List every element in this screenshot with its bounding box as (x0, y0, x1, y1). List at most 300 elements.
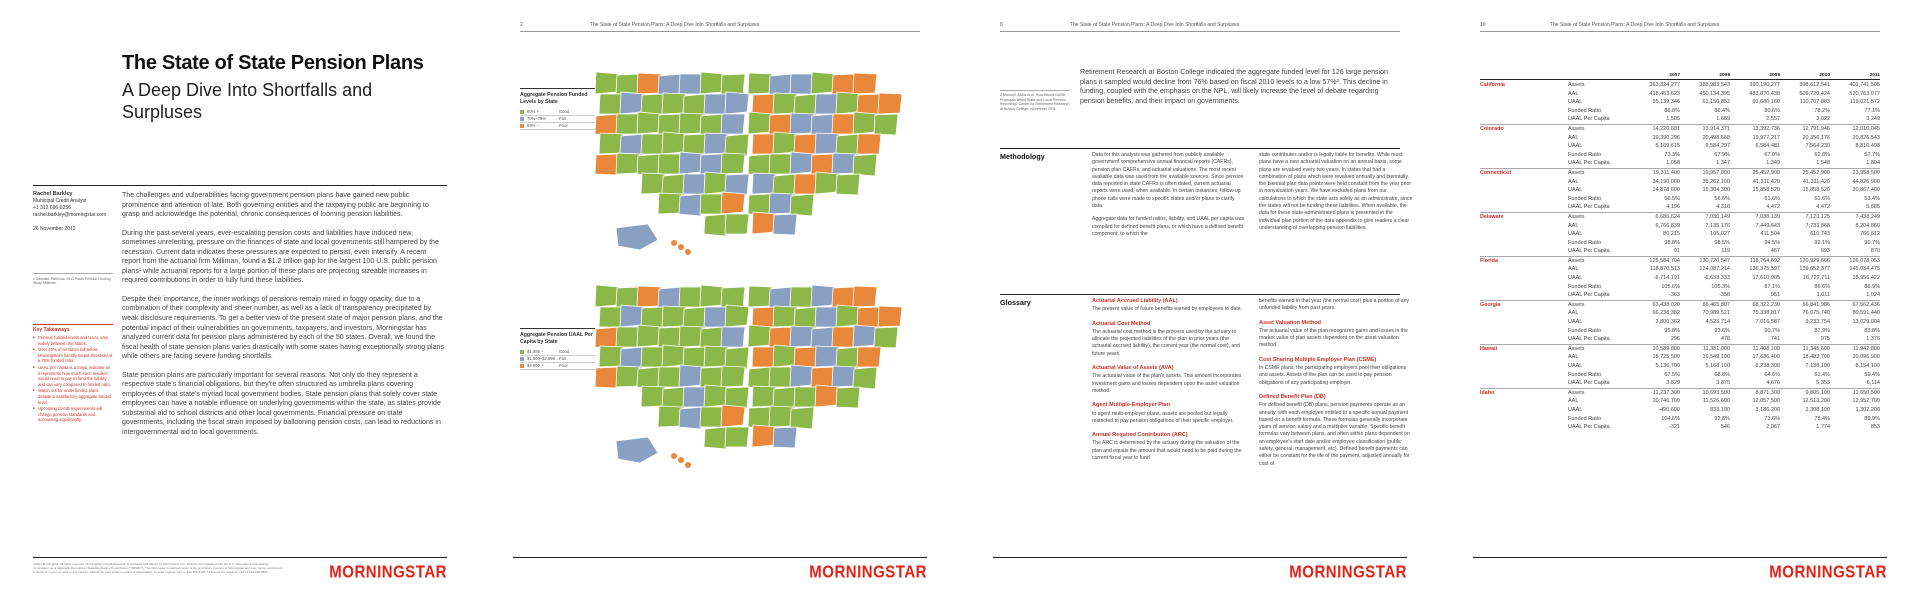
divider (1000, 294, 1400, 295)
state-shape (595, 154, 619, 175)
table-row (1480, 371, 1880, 380)
state-shape (721, 153, 745, 174)
glossary-heading: Glossary (1000, 298, 1031, 307)
metric-label: AAL (1568, 398, 1579, 405)
metric-label: UAAL Per Capita (1568, 116, 1610, 123)
state-shape (662, 93, 686, 114)
value-cell: 8,871,300 (1730, 388, 1780, 397)
value-cell: 25,452,900 (1730, 168, 1780, 177)
table-row (1480, 274, 1880, 283)
value-cell: 11,526,600 (1702, 398, 1730, 405)
value-cell: 7,438,249 (1830, 212, 1880, 221)
value-cell: 10,746,700 (1652, 398, 1680, 405)
takeaway-item: ■ UAAL per capita is a major indicator as it represents how much each resident would need to pay to fund the liability and can vary compared to funded ratio. (33, 365, 113, 387)
state-shape (748, 194, 772, 215)
state-shape (637, 286, 661, 307)
value-cell: 5,169,615 (1655, 143, 1680, 150)
value-cell: 7,449,643 (1755, 222, 1780, 229)
state-shape (658, 193, 682, 214)
table-row (1480, 168, 1880, 177)
state-shape (595, 285, 619, 307)
state-shape (752, 347, 776, 367)
header-blank (1480, 72, 1568, 80)
value-cell: 15,858,520 (1752, 187, 1780, 194)
glossary-term: Actuarial Cost Method (1092, 320, 1151, 327)
value-cell: 3,875 (1716, 380, 1730, 387)
value-cell: 8,154,100 (1855, 363, 1880, 369)
value-cell: 9,805,100 (1780, 388, 1830, 397)
state-shape-hawaii (671, 453, 677, 459)
running-title: The State of State Pension Plans: A Deep Dive Into Shortfalls and Surpluses (590, 22, 760, 28)
value-cell: 67.9% (1714, 151, 1730, 158)
value-cell: 73.3% (1664, 151, 1680, 158)
state-shape (853, 286, 877, 307)
state-shape (662, 132, 686, 154)
value-cell: 98.8% (1664, 239, 1680, 246)
metric-label: UAAL (1568, 187, 1583, 194)
value-cell: 86.6% (1814, 283, 1830, 290)
methodology-column-2 (1259, 152, 1414, 238)
value-cell: 7,123,125 (1780, 212, 1830, 221)
state-shape (658, 367, 682, 387)
state-shape (679, 113, 703, 134)
map-2-legend-panel (520, 328, 595, 370)
metric-label: UAAL Per Capita (1568, 204, 1610, 211)
year-header: 2008 (1680, 72, 1730, 80)
glossary-term: Cost Sharing Multiple Employer Plan (CSME) (1259, 356, 1377, 363)
paragraph: Aggregate data for funded ratios, liability, and UAAL per capita was compiled for defined benefit plans, or which have a defined benefit component, to which the (1092, 216, 1245, 237)
value-cell: 296 (1670, 336, 1680, 343)
state-shape (769, 193, 793, 214)
state-shape (748, 286, 772, 307)
author-role: Municipal Credit Analyst (33, 198, 87, 204)
value-cell: 18,722,711 (1802, 275, 1830, 282)
state-shape (811, 114, 835, 136)
value-cell: 7,135,176 (1705, 222, 1730, 229)
value-cell: -321 (1668, 424, 1680, 431)
value-cell: 483,870,438 (1749, 90, 1780, 97)
value-cell: 12,057,500 (1752, 398, 1780, 405)
state-shape (725, 174, 749, 195)
state-cell (1480, 318, 1568, 327)
morningstar-logo: MORNINGSTAR (1769, 562, 1887, 583)
metric-label: Assets (1568, 168, 1630, 177)
metric-label: Assets (1568, 344, 1630, 353)
state-shape (794, 347, 818, 368)
metric-label: AAL (1568, 310, 1579, 317)
value-cell: 25,452,900 (1780, 168, 1830, 177)
value-cell: 1,011 (1816, 292, 1830, 299)
page-number: 10 (1480, 22, 1486, 28)
metric-label: Funded Ratio (1568, 415, 1602, 422)
state-cell (1480, 159, 1568, 168)
value-cell: 80,591,440 (1852, 310, 1880, 317)
glossary-definition: The actuarial value of the plan's assets. This amount incorporates investment gains and losses dependent upon the asset valuation method. (1092, 373, 1242, 394)
state-cell (1480, 327, 1568, 336)
value-cell: 16,549,100 (1702, 354, 1730, 361)
state-shape (811, 367, 835, 388)
value-cell: 120,929,666 (1780, 256, 1830, 265)
value-cell: 6,584,481 (1755, 143, 1780, 150)
page-2 (480, 0, 960, 597)
value-cell: 19,390,296 (1652, 134, 1680, 141)
state-shape (662, 174, 686, 196)
state-shape (700, 407, 724, 427)
state-shape (769, 114, 793, 135)
value-cell: -358 (1718, 292, 1730, 299)
running-title: The State of State Pension Plans: A Deep Dive Into Shortfalls and Surpluses (1070, 22, 1240, 28)
metric-label: Funded Ratio (1568, 195, 1602, 202)
value-cell: 1,376 (1866, 336, 1880, 343)
glossary-definition: In agent multi-employer plans, assets are pooled but legally restricted to pay pension obligations of their specific employer. (1092, 410, 1234, 424)
value-cell: 467 (1770, 248, 1780, 255)
value-cell: 93,680,160 (1752, 99, 1780, 106)
state-cell (1480, 107, 1568, 116)
value-cell: 741 (1770, 336, 1780, 343)
value-cell: 4,472 (1816, 204, 1830, 211)
us-map-uaal-per-capita (588, 271, 908, 476)
state-cell (1480, 362, 1568, 371)
state-shape (815, 133, 839, 154)
state-shape (679, 287, 703, 307)
paragraph: Data for this analysis was gathered from publicly available government comprehensive annual financial reports (CAFRs), pension plan CAFRs, and actuarial valuations. The most recent available data was used from the available sources. Since pension data reported in state CAFRs is often dated, current actuarial reports were used, when available. In certain instances, follow-up phone calls were made to specific states and/or plans to clarify data. (1092, 152, 1244, 210)
legend-item-poor: 69% – Poor (520, 123, 595, 130)
table-row (1480, 309, 1880, 318)
state-shape (878, 93, 902, 114)
value-cell: 86.9% (1864, 283, 1880, 290)
state-cell (1480, 151, 1568, 160)
state-shape (773, 306, 797, 327)
year-header: 2010 (1780, 72, 1830, 80)
state-shape (721, 366, 745, 387)
state-shape (721, 114, 745, 134)
value-cell: 18,956,422 (1852, 275, 1880, 282)
state-shape (748, 325, 772, 347)
value-cell: 124,087,214 (1699, 266, 1730, 273)
state-name: California (1480, 82, 1505, 88)
table-row (1480, 353, 1880, 362)
value-cell: 388,983,543 (1699, 82, 1730, 88)
state-shape (599, 307, 623, 327)
takeaway-item: ■ Watch out for underfunded plans despite a satisfactory aggregate funded level. (33, 388, 113, 405)
value-cell: 1,774 (1816, 424, 1830, 431)
value-cell: 75,338,817 (1752, 310, 1780, 317)
state-shape (769, 406, 793, 427)
table-row (1480, 134, 1880, 143)
author-block (33, 191, 118, 233)
state-shape (616, 287, 640, 308)
table-row (1480, 239, 1880, 248)
value-cell: 41,311,420 (1752, 178, 1780, 185)
state-shape (748, 407, 772, 428)
value-cell: 1,804 (1866, 160, 1880, 167)
state-shape (700, 285, 724, 307)
state-shape (599, 133, 623, 154)
metric-label: Funded Ratio (1568, 151, 1602, 158)
key-takeaways-heading: Key Takeaways (33, 327, 70, 333)
swatch-good (520, 350, 524, 354)
metric-label: AAL (1568, 222, 1579, 229)
value-cell: 20,356,176 (1802, 134, 1830, 141)
table-row (1480, 283, 1880, 292)
state-shape (811, 154, 835, 175)
state-shape (752, 307, 776, 328)
value-cell: 853 (1870, 424, 1880, 431)
state-shape (662, 306, 686, 327)
value-cell: 10,693,500 (1680, 388, 1730, 397)
glossary-definition: In CSME plans, the participating employers pool their obligations and assets. Assets of the plan can be used to pay pension obligations of any participating employer. (1259, 365, 1407, 386)
page-title: The State of State Pension Plans (122, 52, 424, 74)
state-cell (1480, 134, 1568, 143)
state-shape (725, 134, 749, 156)
table-row (1480, 212, 1880, 221)
state-shape (679, 152, 703, 174)
state-shape (836, 347, 860, 369)
value-cell: 7,733,868 (1805, 222, 1830, 229)
metric-label: Funded Ratio (1568, 371, 1602, 378)
paragraph: state contributes and/or is legally liable for benefits. While most plans have a new actuarial valuation on an annual basis, some plans are revalued every two years. In states that had a combination of plans which were revalued annually and biennially, the biennial plan data points were held constant from the year prior in nonvaluation years. We have excluded plans from our calculations to which the state acts solely as an administrator, since the states will not be funding these liabilities. When available, the data for these state-administrated plans is presented in the individual plan portion of the data appendix to give readers a clear understanding of overlapping pension liabilities. (1259, 152, 1413, 231)
state-shape (815, 385, 839, 407)
value-cell: 86.8% (1664, 107, 1680, 114)
glossary-definition: The ARC is determined by the actuary during the valuation of the plan and equals the amount that would need to be paid during the current fiscal year to fund (1092, 440, 1242, 462)
state-shape (794, 387, 818, 407)
value-cell: 1,347 (1716, 160, 1730, 167)
map-2-title: Aggregate Pension UAAL Per Capita by State (520, 332, 593, 345)
state-cell (1480, 90, 1568, 99)
value-cell: 1,302,200 (1855, 406, 1880, 413)
value-cell: 4,316 (1716, 204, 1730, 211)
table-row (1480, 379, 1880, 388)
state-cell (1480, 98, 1568, 107)
table-row (1480, 222, 1880, 231)
value-cell: 23,958,500 (1830, 168, 1880, 177)
state-name: Delaware (1480, 212, 1568, 221)
state-shape (595, 114, 619, 136)
state-shape (704, 307, 728, 327)
value-cell: 7,016,587 (1755, 319, 1780, 326)
value-cell: 67.5% (1664, 371, 1680, 378)
value-cell: 86.4% (1714, 107, 1730, 114)
value-cell: 119,021,572 (1849, 99, 1880, 106)
value-cell: 105.3% (1711, 283, 1730, 290)
value-cell: 19,977,217 (1752, 134, 1780, 141)
value-cell: 398,612,541 (1799, 82, 1830, 88)
value-cell: 520,763,077 (1849, 90, 1880, 97)
value-cell: 92.1% (1814, 239, 1830, 246)
swatch-fair (520, 357, 524, 361)
value-cell: 89.9% (1864, 415, 1880, 422)
state-shape (641, 94, 665, 115)
state-shape (752, 134, 776, 154)
state-shape (832, 366, 856, 387)
state-shape (637, 112, 661, 134)
value-cell: 11,942,800 (1830, 344, 1880, 353)
table-row (1480, 265, 1880, 274)
methodology-column-1 (1092, 152, 1247, 244)
value-cell: 66,841,986 (1780, 300, 1830, 309)
value-cell: 11,408,100 (1730, 344, 1780, 353)
publish-date: 26 November 2012 (33, 226, 76, 232)
page-number: 2 (520, 22, 523, 28)
value-cell: 4,196 (1666, 204, 1680, 211)
author-phone: +1 312 696-6256 (33, 205, 71, 211)
state-shape-hawaii (678, 244, 684, 250)
intro-paragraph: Retirement Research at Boston College indicated the aggregate funded level for 126 large pension plans it sampled would decline from 76% based on fiscal 2010 levels to a low 57%². This decline in funding, coupled with the emphasis on the NPL, will likely increase the level of debate regarding pension benefits, and their impact on governments. (1080, 69, 1388, 105)
state-shape (641, 386, 665, 407)
state-shape-alaska (616, 224, 658, 250)
state-cell (1480, 203, 1568, 212)
state-shape (773, 427, 797, 448)
state-shape (832, 114, 856, 134)
paragraph: Despite their importance, the inner workings of pensions remain mired in foggy opacity, due to a combination of their complexity and sheer number, as well as a lack of transparency precipitated by weak disclosure requirements. To get a better view of the present state of major pension plans, and the potential impact of their vulnerabilities on governments, taxpayers, and investors, Morningstar has analyzed current data for pension plans administered by each of the 50 states. Overall, we found the fiscal health of state pension plans varies drastically with some states having exceptionally strong plans while others are facing severe funding shortfalls. (122, 295, 444, 361)
state-shape (832, 74, 856, 95)
paragraph: State pension plans are particularly important for several reasons. Not only do they represent a respective state's financial obligations, but they're often structured as umbrella plans covering employees of that state's myriad local government bodies. State pension plans that solely cover state employees can have a notable influence on underlying governments within the state, as states provide substantial aid to school districts and other local governments. Financial pressure on state governments, including the fiscal strain imposed by ballooning pension costs, can lead to reductions in intergovernmental aid to local governments. (122, 371, 441, 437)
state-shape (773, 214, 797, 235)
value-cell: 975 (1820, 336, 1830, 343)
state-shape (700, 367, 724, 388)
value-cell: 73.6% (1764, 415, 1780, 422)
glossary-column-1 (1092, 298, 1247, 469)
state-shape (658, 154, 682, 174)
metric-label: UAAL Per Capita (1568, 380, 1610, 387)
state-shape (637, 154, 661, 176)
metric-label: AAL (1568, 134, 1579, 141)
state-shape (725, 347, 749, 369)
state-shape (679, 407, 703, 429)
state-shape (857, 307, 881, 328)
value-cell: 6,584,297 (1705, 143, 1730, 150)
state-shape (616, 327, 640, 347)
value-cell: 95.8% (1664, 327, 1680, 334)
table-row (1480, 388, 1880, 397)
value-cell: 509,720,424 (1799, 90, 1830, 97)
state-shape (616, 366, 640, 387)
value-cell: 3,829 (1666, 380, 1680, 387)
body-text (122, 191, 444, 447)
metric-label: Assets (1568, 256, 1630, 265)
value-cell: 13,029,004 (1852, 319, 1880, 326)
year-header: 2009 (1730, 72, 1780, 80)
state-shape (641, 134, 665, 154)
value-cell: 57.7% (1864, 151, 1880, 158)
page-footer (513, 557, 927, 583)
value-cell: 98.5% (1714, 239, 1730, 246)
state-name: Georgia (1480, 300, 1568, 309)
value-cell: 18,483,700 (1802, 354, 1830, 361)
state-shape (752, 212, 776, 234)
author-email[interactable]: rachel.barkley@morningstar.com (33, 212, 107, 218)
value-cell: 3,022 (1816, 116, 1830, 123)
state-cell (1480, 115, 1568, 124)
legend-item-good: $1,499 – Good (520, 349, 595, 356)
glossary-term: Annual Required Contribution (ARC) (1092, 432, 1188, 439)
value-cell: 833,100 (1710, 406, 1730, 413)
state-shape (836, 134, 860, 156)
value-cell: 1,058 (1666, 160, 1680, 167)
state-shape (769, 327, 793, 348)
methodology-heading: Methodology (1000, 152, 1045, 161)
glossary-term: Actuarial Value of Assets (AVA) (1092, 365, 1174, 372)
footnote: 2 Munnell, Alicia et al. How Would GASB Proposals Affect State and Local Pension Reporting? Center for Retirement Research at Boston College. November 2011. (1000, 90, 1070, 111)
value-cell: 92.8% (1714, 415, 1730, 422)
value-cell: 546 (1720, 424, 1730, 431)
state-shape (683, 307, 707, 329)
map-1-legend-panel (520, 88, 595, 130)
value-cell: 93.6% (1714, 327, 1730, 334)
map-1-title: Aggregate Pension Funded Levels by State (520, 92, 588, 105)
divider (1000, 148, 1400, 149)
page-4 (1440, 0, 1920, 597)
state-shape (658, 114, 682, 135)
state-shape (641, 347, 665, 367)
state-shape (836, 305, 860, 327)
state-shape (658, 287, 682, 309)
table-row (1480, 124, 1880, 133)
state-shape (874, 114, 898, 135)
value-cell: 12,513,200 (1802, 398, 1830, 405)
state-name: Idaho (1480, 388, 1568, 397)
value-cell: 478 (1720, 336, 1730, 343)
state-shape (637, 367, 661, 389)
value-cell: 11,650,500 (1830, 388, 1880, 397)
state-cell (1480, 142, 1568, 151)
value-cell: 118,764,692 (1730, 256, 1780, 265)
state-shape (832, 153, 856, 174)
metric-label: UAAL Per Capita (1568, 248, 1610, 255)
state-shape (794, 94, 818, 116)
value-cell: 14,220,681 (1630, 124, 1680, 133)
value-cell: 17,610,905 (1752, 275, 1780, 282)
value-cell: 61.6% (1814, 195, 1830, 202)
value-cell: 56.5% (1664, 195, 1680, 202)
state-shape (721, 287, 745, 308)
state-shape (700, 194, 724, 214)
state-shape (641, 307, 665, 328)
state-shape (641, 173, 665, 194)
state-shape (853, 367, 877, 389)
value-cell: 4,472 (1766, 204, 1780, 211)
state-shape (725, 92, 749, 114)
table-row (1480, 159, 1880, 168)
value-cell: 6,766,839 (1655, 222, 1680, 229)
running-title: The State of State Pension Plans: A Deep Dive Into Shortfalls and Surpluses (1550, 22, 1720, 28)
metric-label: UAAL Per Capita (1568, 160, 1610, 167)
table-row (1480, 203, 1880, 212)
state-cell (1480, 291, 1568, 300)
table-row (1480, 151, 1880, 160)
state-shape (748, 112, 772, 134)
state-name: Hawaii (1480, 344, 1568, 353)
table-row (1480, 178, 1880, 187)
swatch-poor (520, 364, 524, 368)
value-cell: 76,075,740 (1802, 310, 1830, 317)
state-shape (832, 287, 856, 308)
table-row (1480, 80, 1880, 90)
state-shape (874, 327, 898, 348)
state-shape (679, 74, 703, 94)
value-cell: 11,237,300 (1630, 388, 1680, 397)
value-cell: -6,714,191 (1653, 275, 1680, 282)
state-shape (832, 327, 856, 347)
value-cell: 66,238,382 (1652, 310, 1680, 317)
morningstar-logo: MORNINGSTAR (809, 562, 927, 583)
value-cell: 20,867,400 (1852, 187, 1880, 194)
metric-label: Assets (1568, 300, 1630, 309)
state-shape (811, 285, 835, 307)
value-cell: 5,353 (1816, 380, 1830, 387)
glossary-definition: For defined benefit (DB) plans, pension payments operate as an annuity, with each employee entitled to a specific annual payment based on a benefit formula. These formulas generally incorporate years of service, salary and a multiplier variable. Specific benefit formulas vary between plans, and often within plans dependent on an employee's start date and/or employee classification (public safety, general, management, etc). Defined benefit payments can either be constant for the life of the payment, adjusted annually for cost of (1259, 402, 1410, 467)
table-row (1480, 300, 1880, 309)
